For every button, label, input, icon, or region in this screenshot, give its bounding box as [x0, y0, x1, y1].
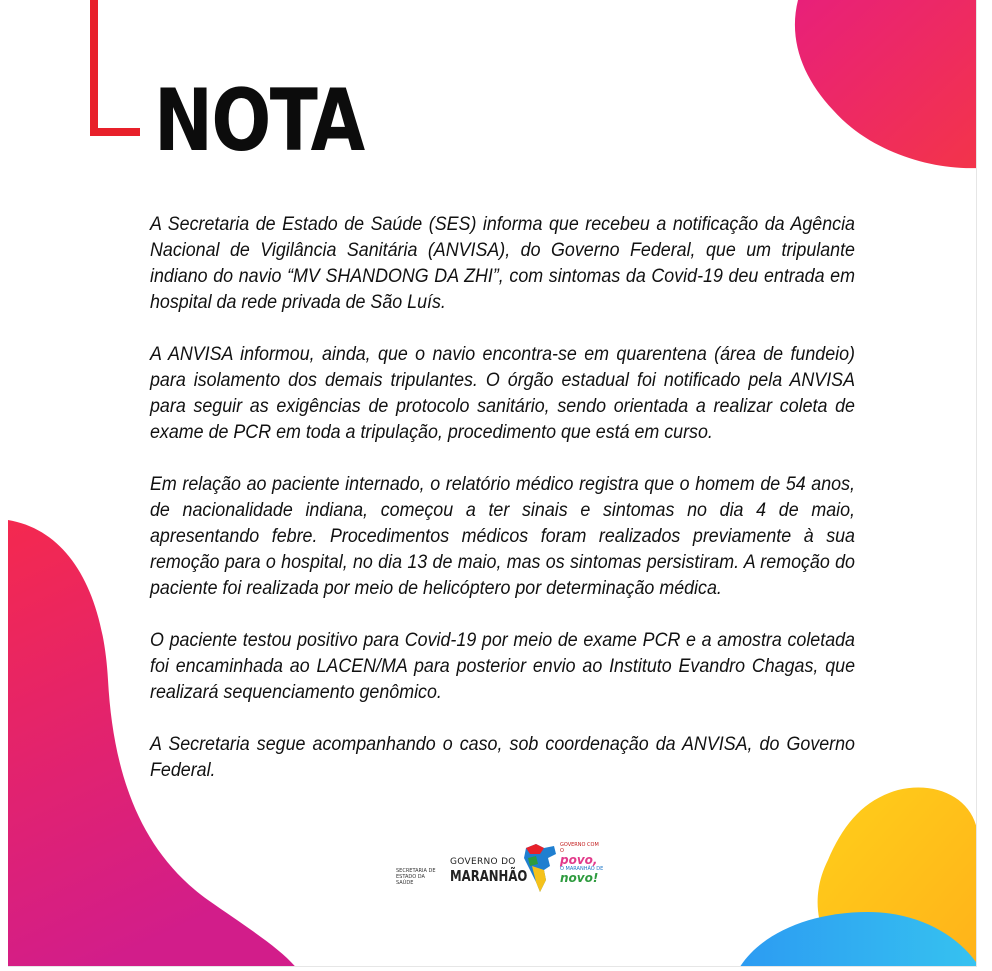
nota-card	[8, 0, 977, 967]
decorative-blob-top-right	[778, 0, 977, 170]
decorative-blob-bottom-right-blue	[728, 910, 977, 967]
slogan-line: novo!	[560, 871, 599, 885]
page-title: NOTA	[154, 71, 364, 171]
paragraph: A ANVISA informou, ainda, que o navio encontra-se em quarentena (área de fundeio) para isolamento dos demais tripulantes. O órgão estadual foi notificado pela ANVISA para seguir as exigências de protocolo sanitário, sendo orientada a realizar coleta de exame de PCR em toda a tripulação, procedimento que está em curso.	[150, 344, 855, 443]
note-body	[150, 212, 854, 810]
gov-logo-main-text: MARANHÃO	[450, 867, 528, 885]
ses-logo-text: SECRETARIA DE ESTADO DA SAÚDE	[396, 868, 436, 886]
paragraph: A Secretaria segue acompanhando o caso, sob coordenação da ANVISA, do Governo Federal.	[150, 734, 855, 781]
slogan-line: povo,	[560, 853, 598, 867]
paragraph: A Secretaria de Estado de Saúde (SES) informa que recebeu a notificação da Agência Nacional de Vigilância Sanitária (ANVISA), do Governo Federal, que um tripulante indiano do navio “MV SHANDONG DA ZHI”, com sintomas da Covid-19 deu entrada em hospital da rede privada de São Luís.	[150, 214, 855, 313]
footer-logos	[388, 838, 608, 896]
red-bracket-decoration	[90, 0, 140, 136]
slogan-line: O MARANHÃO DE	[560, 866, 604, 872]
slogan-logo	[560, 842, 604, 894]
maranhao-map-icon	[520, 840, 560, 896]
gov-logo-top-text: GOVERNO DO	[450, 857, 516, 867]
paragraph: Em relação ao paciente internado, o relatório médico registra que o homem de 54 anos, de nacionalidade indiana, começou a ter sinais e sintomas no dia 4 de maio, apresentando febre. Procedimentos médicos foram realizados previamente à sua remoção para o hospital, no dia 13 de maio, mas os sintomas persistiram. A remoção do paciente foi realizada por meio de helicóptero por determinação médica.	[150, 474, 855, 599]
slogan-line: GOVERNO COM O	[560, 842, 599, 854]
paragraph: O paciente testou positivo para Covid-19 por meio de exame PCR e a amostra coletada foi encaminhada ao LACEN/MA para posterior envio ao Instituto Evandro Chagas, que realizará sequenciamento genômico.	[150, 630, 855, 703]
